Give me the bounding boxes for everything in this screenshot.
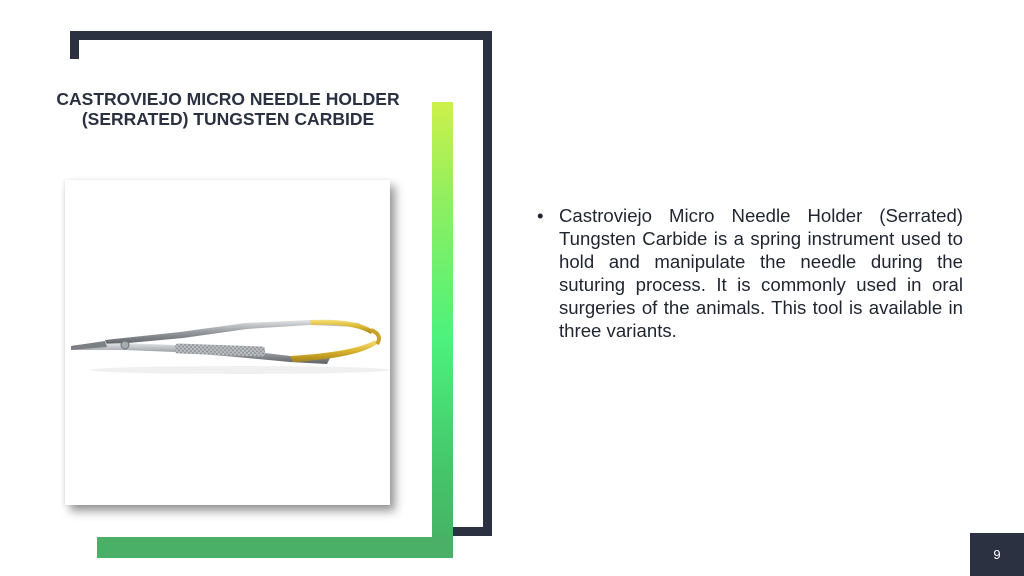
frame-left-stub	[70, 31, 79, 59]
green-gradient-bar	[432, 102, 453, 558]
frame-right-bar	[483, 31, 492, 536]
slide-title: CASTROVIEJO MICRO NEEDLE HOLDER (SERRATED) TUNGSTEN CARBIDE	[56, 89, 400, 129]
green-bottom-bar	[97, 537, 453, 558]
frame-bottom-stub	[453, 527, 492, 536]
page-number-badge	[970, 533, 1024, 576]
bullet-glyph: •	[537, 205, 544, 226]
page-number: 9	[993, 547, 1001, 562]
frame-top-bar	[70, 31, 492, 40]
description-text: Castroviejo Micro Needle Holder (Serrated) Tungsten Carbide is a spring instrument used to hold and manipulate the needle during the suturing process. It is commonly used in oral surgeries of the animals. This tool is available in three variants.	[559, 205, 963, 341]
description-bullet	[537, 204, 963, 342]
needle-holder-illustration	[65, 180, 390, 505]
product-image	[65, 180, 390, 505]
